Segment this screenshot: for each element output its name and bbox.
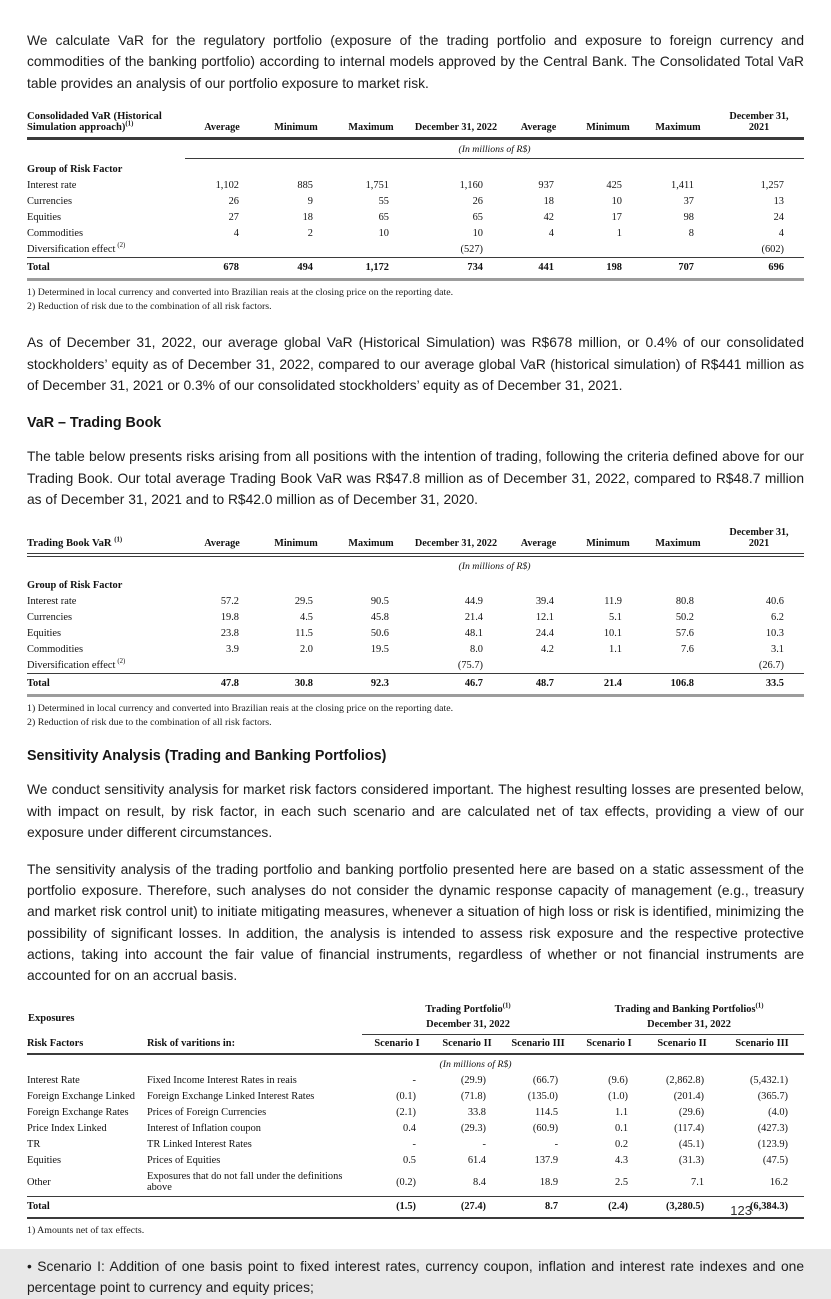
cell-value: 1,751	[365, 179, 389, 191]
scenario-column-header: Scenario I	[362, 1034, 432, 1054]
row-label: Equities	[27, 211, 62, 223]
table-title: Consolidaded VaR (Historical Simulation approach)$^{(1)}$	[27, 109, 185, 139]
total-label: Total	[27, 674, 185, 696]
cell-value: 26	[472, 195, 483, 207]
column-header: Average	[185, 109, 259, 139]
exposures-table	[27, 1002, 804, 1219]
cell-value: 137.9	[534, 1155, 559, 1167]
group-row	[27, 575, 804, 593]
cell-value: 23.8	[220, 627, 239, 639]
footnote: 1) Amounts net of tax effects.	[27, 1224, 145, 1236]
cell-value: 1,411	[671, 179, 694, 191]
row-footnote-ref: (2)	[117, 242, 126, 250]
table-row	[27, 1137, 804, 1153]
cell-value: 3.1	[771, 643, 784, 655]
group-footnote-ref: (1)	[755, 1002, 764, 1010]
exposures-corner-label: Exposures	[28, 1012, 75, 1024]
cell-value: 10.1	[603, 627, 622, 639]
risk-factor-label: Interest Rate	[27, 1075, 80, 1087]
cell-value: 8	[688, 227, 694, 239]
cell-value: 12.1	[535, 611, 554, 623]
cell-value: (9.6)	[608, 1075, 629, 1087]
cell-value: 4.3	[615, 1155, 629, 1167]
cell-value: 98	[683, 211, 694, 223]
cell-value: 57.2	[220, 595, 239, 607]
cell-value: (31.3)	[678, 1155, 705, 1167]
cell-value: (66.7)	[532, 1075, 559, 1087]
cell-value	[333, 241, 409, 258]
total-value: 33.5	[714, 674, 804, 696]
cell-value: (5,432.1)	[749, 1075, 789, 1087]
table-row	[27, 1121, 804, 1137]
footnotes-exposures	[27, 1225, 804, 1236]
cell-value	[574, 657, 642, 674]
cell-value: 4.5	[300, 611, 313, 623]
table-header-row	[27, 1034, 804, 1054]
cell-value: (527)	[460, 243, 483, 255]
cell-value: 19.8	[220, 611, 239, 623]
heading-sensitivity-analysis: Sensitivity Analysis (Trading and Banking Portfolios)	[27, 748, 387, 765]
table-row	[27, 1169, 804, 1197]
cell-value: (0.2)	[396, 1176, 416, 1188]
cell-value: 18	[302, 211, 313, 223]
cell-value: (201.4)	[673, 1091, 705, 1103]
units-row	[27, 139, 804, 159]
column-header: December 31, 2022	[409, 109, 503, 139]
total-value: 30.8	[259, 674, 333, 696]
cell-value: 65	[472, 211, 483, 223]
cell-value: 0.1	[615, 1123, 629, 1135]
table-row	[27, 177, 804, 193]
cell-value	[574, 241, 642, 258]
cell-value: 1,160	[459, 179, 483, 191]
variations-header: Risk of varitions in:	[147, 1034, 362, 1054]
cell-value: 4	[233, 227, 239, 239]
column-header: Minimum	[574, 525, 642, 555]
total-value: 46.7	[409, 674, 503, 696]
total-value: 1,172	[333, 258, 409, 280]
row-footnote-ref: (2)	[117, 658, 126, 666]
cell-value: 18	[543, 195, 554, 207]
cell-value: 9	[307, 195, 313, 207]
cell-value: 24	[773, 211, 784, 223]
total-row	[27, 258, 804, 280]
column-header: Maximum	[333, 525, 409, 555]
table-row	[27, 225, 804, 241]
scenario-column-header: Scenario II	[644, 1034, 720, 1054]
column-header: Average	[503, 525, 574, 555]
cell-value: 7.1	[691, 1176, 705, 1188]
paragraph-average-var: As of December 31, 2022, our average global VaR (Historical Simulation) was R$678 million, or 0.4% of our consolidated stockholders’ equity as of December 31, 2022, compared to our average global VaR (historical simulation) of R$441 million as of December 31, 2021 or 0.3% of our consolidated stockholders’ equity as of December 31, 2021.	[27, 335, 804, 393]
footnote: 1) Determined in local currency and converted into Brazilian reais at the closing price on the reporting date.	[27, 703, 454, 715]
cell-value: (135.0)	[527, 1091, 559, 1103]
total-value: 696	[714, 258, 804, 280]
cell-value: 10	[472, 227, 483, 239]
cell-value: 1,102	[215, 179, 239, 191]
cell-value: 0.4	[403, 1123, 416, 1135]
cell-value: 44.9	[464, 595, 483, 607]
table-row	[27, 609, 804, 625]
cell-value: 18.9	[539, 1176, 559, 1188]
total-value: (2.4)	[574, 1196, 644, 1218]
cell-value: 80.8	[675, 595, 694, 607]
cell-value: 21.4	[464, 611, 483, 623]
group-label: Group of Risk Factor	[27, 580, 123, 592]
units-label: (In millions of R$)	[439, 1058, 512, 1070]
risk-factor-label: Other	[27, 1176, 51, 1188]
total-value: 21.4	[574, 674, 642, 696]
portfolio-group-header: Trading Portfolio$^{(1)}$	[425, 1002, 511, 1015]
table-title: Trading Book VaR $^{(1)}$	[27, 525, 185, 555]
title-footnote-ref: (1)	[125, 120, 134, 128]
total-value: 198	[574, 258, 642, 280]
total-value: (6,384.3)	[720, 1196, 804, 1218]
risk-variation-label: TR Linked Interest Rates	[147, 1139, 252, 1151]
row-label: Currencies	[27, 195, 73, 207]
row-label: Diversification effect $^{(2)}$	[27, 242, 126, 255]
row-label: Interest rate	[27, 179, 77, 191]
total-value: 734	[409, 258, 503, 280]
risk-factor-label: Foreign Exchange Rates	[27, 1107, 129, 1119]
cell-value: (123.9)	[757, 1139, 789, 1151]
cell-value: 4.2	[541, 643, 554, 655]
scenario-column-header: Scenario III	[502, 1034, 574, 1054]
cell-value: 16.2	[769, 1176, 789, 1188]
cell-value: (29.9)	[460, 1075, 486, 1087]
cell-value: 7.6	[681, 643, 694, 655]
risk-variation-label: Fixed Income Interest Rates in reais	[147, 1075, 297, 1087]
risk-variation-label: Prices of Foreign Currencies	[147, 1107, 267, 1119]
cell-value: 1	[616, 227, 622, 239]
cell-value: 10	[611, 195, 622, 207]
cell-value: 61.4	[467, 1155, 486, 1167]
column-header: December 31, 2021	[714, 525, 804, 555]
cell-value: 425	[606, 179, 622, 191]
cell-value: 39.4	[535, 595, 554, 607]
total-row	[27, 674, 804, 696]
cell-value: (365.7)	[757, 1091, 789, 1103]
cell-value: 37	[683, 195, 694, 207]
cell-value	[259, 241, 333, 258]
cell-value: 33.8	[467, 1107, 486, 1119]
footnote: 2) Reduction of risk due to the combination of all risk factors.	[27, 717, 272, 729]
risk-factor-label: Foreign Exchange Linked	[27, 1091, 135, 1103]
cell-value: (47.5)	[762, 1155, 789, 1167]
risk-factor-label: TR	[27, 1139, 41, 1151]
column-header: Maximum	[642, 109, 714, 139]
table-row	[27, 193, 804, 209]
cell-value: 27	[228, 211, 239, 223]
column-header: December 31, 2021	[714, 109, 804, 139]
table-row	[27, 241, 804, 258]
cell-value: (26.7)	[758, 659, 784, 671]
column-header: Maximum	[333, 109, 409, 139]
page-number: 123	[730, 1203, 752, 1218]
paragraph-scenario-bullet: • Scenario I: Addition of one basis point to fixed interest rates, currency coupon, inflation and interest rate indexes and one percentage point to currency and equity prices;	[27, 1258, 804, 1296]
trading-book-var-table	[27, 525, 804, 697]
portfolio-date: December 31, 2022	[574, 1017, 804, 1035]
total-value: 707	[642, 258, 714, 280]
cell-value: 4	[548, 227, 554, 239]
cell-value: 50.6	[370, 627, 389, 639]
total-value: 441	[503, 258, 574, 280]
table-row	[27, 657, 804, 674]
cell-value: 55	[378, 195, 389, 207]
cell-value: 8.0	[470, 643, 483, 655]
cell-value: 90.5	[370, 595, 389, 607]
cell-value	[333, 657, 409, 674]
total-value: (1.5)	[362, 1196, 432, 1218]
cell-value: 11.9	[604, 595, 622, 607]
cell-value: 8.4	[473, 1176, 486, 1188]
row-label: Commodities	[27, 643, 83, 655]
column-header: Average	[185, 525, 259, 555]
table-row	[27, 1073, 804, 1089]
table-row	[27, 1105, 804, 1121]
table-row	[27, 1153, 804, 1169]
cell-value: 6.2	[771, 611, 784, 623]
cell-value	[259, 657, 333, 674]
cell-value: 1.1	[609, 643, 622, 655]
total-label: Total	[27, 258, 185, 280]
cell-value: (60.9)	[532, 1123, 559, 1135]
total-value: 47.8	[185, 674, 259, 696]
row-label: Commodities	[27, 227, 83, 239]
table-row	[27, 641, 804, 657]
paragraph-sensitivity-1: We conduct sensitivity analysis for market risk factors considered important. The highest resulting losses are presented below, with impact on result, by risk factor, in each such scenario and are calculated net of tax effects, providing a view of our exposure under different circumstances.	[27, 782, 804, 841]
cell-value: (45.1)	[678, 1139, 705, 1151]
scenario-column-header: Scenario III	[720, 1034, 804, 1054]
risk-variation-label: Foreign Exchange Linked Interest Rates	[147, 1091, 315, 1103]
cell-value: -	[412, 1139, 416, 1151]
column-header: Maximum	[642, 525, 714, 555]
paragraph-intro: We calculate VaR for the regulatory portfolio (exposure of the trading portfolio and exposure to foreign currency and commodities of the banking portfolio) according to internal models approved by the Central Bank. The Consolidated Total VaR table provides an analysis of our portfolio exposure to market risk.	[27, 33, 804, 91]
table-header-row	[27, 109, 804, 139]
cell-value: 10	[378, 227, 389, 239]
cell-value: -	[482, 1139, 486, 1151]
cell-value: 5.1	[609, 611, 622, 623]
cell-value: (71.8)	[460, 1091, 486, 1103]
column-header: Minimum	[259, 525, 333, 555]
cell-value: 45.8	[370, 611, 389, 623]
cell-value: 24.4	[535, 627, 554, 639]
consolidated-var-table	[27, 109, 804, 281]
cell-value: 57.6	[675, 627, 694, 639]
cell-value	[503, 241, 574, 258]
cell-value: (75.7)	[457, 659, 483, 671]
cell-value: (0.1)	[396, 1091, 416, 1103]
cell-value	[185, 241, 259, 258]
cell-value: (4.0)	[768, 1107, 789, 1119]
footnotes-consolidated-var	[27, 287, 804, 312]
cell-value: (117.4)	[674, 1123, 705, 1135]
total-value: 48.7	[503, 674, 574, 696]
cell-value: 42	[543, 211, 554, 223]
footnote: 2) Reduction of risk due to the combination of all risk factors.	[27, 301, 272, 313]
portfolio-group-row	[27, 1002, 804, 1017]
total-value: 494	[259, 258, 333, 280]
portfolio-date: December 31, 2022	[362, 1017, 574, 1035]
table-row	[27, 1089, 804, 1105]
paragraph-sensitivity-2: The sensitivity analysis of the trading portfolio and banking portfolio presented here are based on a static assessment of the portfolio exposure. Therefore, such analyses do not consider the dynamic response capacity of management (e.g., treasury and market risk control unit) to initiate mitigating measures, whenever a situation of high loss or risk is identified, minimizing the possibility of significant losses. In addition, the analysis is intended to assess risk exposure and the respective protective actions, taking into account the fair value of financial instruments, regardless of whether or not financial instruments are accounted for on an accrual basis.	[27, 861, 804, 984]
footnote: 1) Determined in local currency and converted into Brazilian reais at the closing price on the reporting date.	[27, 287, 454, 299]
cell-value: 4	[778, 227, 784, 239]
cell-value: (29.6)	[678, 1107, 705, 1119]
total-value: (27.4)	[432, 1196, 502, 1218]
paragraph-trading-book-intro: The table below presents risks arising from all positions with the intention of trading, following the criteria defined above for our Trading Book. Our total average Trading Book VaR was R$47.8 million as of December 31, 2022, compared to R$48.7 million as of December 31, 2021 and to R$42.0 million as of December 31, 2020.	[27, 449, 804, 507]
cell-value: -	[554, 1139, 559, 1151]
units-label: (In millions of R$)	[458, 561, 531, 573]
risk-variation-label: Exposures that do not fall under the definitions above	[147, 1171, 343, 1194]
units-label: (In millions of R$)	[185, 139, 804, 159]
cell-value: 885	[297, 179, 313, 191]
cell-value: 2.5	[615, 1176, 629, 1188]
cell-value: 3.9	[226, 643, 239, 655]
risk-variation-label: Interest of Inflation coupon	[147, 1123, 261, 1135]
cell-value: 13	[773, 195, 784, 207]
cell-value	[503, 657, 574, 674]
cell-value: 48.1	[464, 627, 483, 639]
row-label: Interest rate	[27, 595, 77, 607]
cell-value: 0.2	[615, 1139, 629, 1151]
cell-value	[185, 657, 259, 674]
title-footnote-ref: (1)	[114, 536, 123, 544]
risk-factor-label: Equities	[27, 1155, 62, 1167]
column-header: Minimum	[574, 109, 642, 139]
cell-value: 29.5	[294, 595, 313, 607]
risk-factor-label: Price Index Linked	[27, 1123, 107, 1135]
cell-value: 40.6	[765, 595, 784, 607]
cell-value: 10.3	[765, 627, 784, 639]
group-footnote-ref: (1)	[502, 1002, 511, 1010]
column-header: Average	[503, 109, 574, 139]
cell-value: 2	[307, 227, 313, 239]
portfolio-group-header: Trading and Banking Portfolios$^{(1)}$	[614, 1002, 764, 1015]
cell-value: 2.0	[300, 643, 313, 655]
units-row	[27, 1054, 804, 1073]
scenario-column-header: Scenario II	[432, 1034, 502, 1054]
cell-value: -	[412, 1075, 416, 1087]
column-header: Minimum	[259, 109, 333, 139]
cell-value: 1.1	[615, 1107, 629, 1119]
group-label: Group of Risk Factor	[27, 164, 123, 176]
cell-value: 0.5	[403, 1155, 416, 1167]
cell-value: 1,257	[760, 179, 784, 191]
cell-value: (2.1)	[396, 1107, 416, 1119]
cell-value: 65	[378, 211, 389, 223]
cell-value: 19.5	[370, 643, 389, 655]
table-row	[27, 625, 804, 641]
row-label: Currencies	[27, 611, 73, 623]
cell-value	[642, 241, 714, 258]
cell-value: 11.5	[295, 627, 313, 639]
row-label: Diversification effect $^{(2)}$	[27, 658, 126, 671]
total-row	[27, 1196, 804, 1218]
cell-value: 114.5	[535, 1107, 559, 1119]
total-value: (3,280.5)	[644, 1196, 720, 1218]
units-row	[27, 555, 804, 575]
total-value: 106.8	[642, 674, 714, 696]
risk-variation-label: Prices of Equities	[147, 1155, 221, 1167]
table-row	[27, 209, 804, 225]
group-row	[27, 159, 804, 178]
cell-value: (29.3)	[460, 1123, 486, 1135]
cell-value: (2,862.8)	[665, 1075, 705, 1087]
cell-value	[642, 657, 714, 674]
cell-value: 26	[228, 195, 239, 207]
cell-value: 17	[611, 211, 622, 223]
risk-factors-header: Risk Factors	[27, 1034, 147, 1054]
column-header: December 31, 2022	[409, 525, 503, 555]
scenario-column-header: Scenario I	[574, 1034, 644, 1054]
table-header-row	[27, 525, 804, 555]
row-label: Equities	[27, 627, 62, 639]
total-value: 8.7	[502, 1196, 574, 1218]
table-row	[27, 593, 804, 609]
heading-var-trading-book: VaR – Trading Book	[27, 415, 162, 432]
cell-value: (1.0)	[608, 1091, 629, 1103]
cell-value: 50.2	[675, 611, 694, 623]
cell-value: (427.3)	[757, 1123, 789, 1135]
total-value: 92.3	[333, 674, 409, 696]
cell-value: 937	[538, 179, 554, 191]
footnotes-trading-book-var	[27, 703, 804, 728]
total-value: 678	[185, 258, 259, 280]
total-label: Total	[27, 1196, 147, 1218]
cell-value: (602)	[761, 243, 784, 255]
